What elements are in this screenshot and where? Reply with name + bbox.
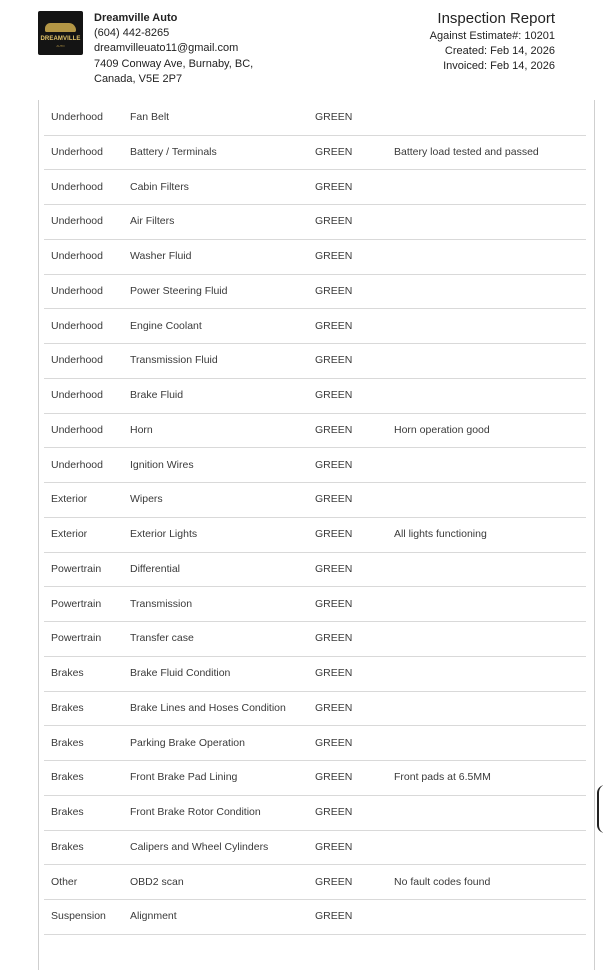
row-item: Ignition Wires (130, 458, 194, 471)
row-status: GREEN (315, 319, 353, 332)
row-item: Brake Fluid Condition (130, 667, 231, 679)
table-row (44, 309, 586, 345)
row-item: Engine Coolant (130, 319, 202, 332)
row-status: GREEN (315, 597, 353, 610)
row-item: Brake Lines and Hoses Condition (130, 701, 286, 714)
table-row (44, 656, 586, 692)
row-note: Battery load tested and passed (394, 145, 539, 158)
logo-subtext: AUTO (56, 44, 65, 48)
table-row (44, 517, 586, 553)
row-item: Parking Brake Operation (130, 736, 245, 749)
row-category: Underhood (51, 180, 103, 193)
table-row (44, 413, 586, 449)
table-row (44, 100, 586, 136)
invoiced-date: Invoiced: Feb 14, 2026 (443, 60, 555, 73)
row-item: Front Brake Rotor Condition (130, 806, 261, 818)
table-row (44, 204, 586, 240)
row-status: GREEN (315, 458, 353, 471)
row-status: GREEN (315, 667, 353, 679)
row-status: GREEN (315, 111, 353, 123)
row-status: GREEN (315, 284, 353, 297)
table-row (44, 587, 586, 623)
table-row (44, 691, 586, 727)
row-item: Transmission (130, 597, 193, 610)
row-status: GREEN (315, 250, 353, 262)
row-status: GREEN (315, 736, 353, 749)
row-status: GREEN (315, 771, 353, 784)
table-row (44, 760, 586, 796)
row-category: Exterior (51, 493, 88, 506)
company-phone: (604) 442-8265 (94, 27, 170, 40)
company-name: Dreamville Auto (94, 12, 178, 24)
row-note: Front pads at 6.5MM (394, 771, 491, 784)
report-title: Inspection Report (437, 10, 555, 27)
row-item: Battery / Terminals (130, 145, 217, 158)
row-status: GREEN (315, 354, 353, 367)
table-row (44, 552, 586, 588)
row-item: Calipers and Wheel Cylinders (130, 840, 269, 853)
logo-wordmark: DREAMVILLE (40, 36, 81, 42)
row-item: Horn (130, 423, 153, 436)
report-header (430, 9, 555, 75)
table-row (44, 482, 586, 518)
row-category: Underhood (51, 111, 103, 123)
row-item: Differential (130, 562, 180, 575)
table-row (44, 274, 586, 310)
row-category: Powertrain (51, 632, 102, 645)
row-status: GREEN (315, 562, 353, 575)
table-row (44, 621, 586, 657)
table-row (44, 795, 586, 831)
row-category: Powertrain (51, 597, 102, 610)
row-status: GREEN (315, 215, 353, 228)
estimate-number: Against Estimate#: 10201 (429, 30, 555, 42)
row-category: Underhood (51, 284, 103, 297)
row-item: Wipers (130, 493, 163, 506)
row-status: GREEN (315, 528, 353, 540)
row-category: Other (51, 875, 78, 888)
car-icon (45, 23, 76, 32)
row-category: Underhood (51, 458, 103, 471)
table-row (44, 830, 586, 866)
row-status: GREEN (315, 806, 353, 818)
row-note: No fault codes found (394, 875, 491, 888)
company-logo (38, 11, 83, 55)
row-category: Brakes (51, 771, 84, 784)
row-status: GREEN (315, 701, 353, 714)
row-item: Alignment (130, 910, 177, 923)
row-category: Powertrain (51, 562, 102, 575)
row-category: Exterior (51, 528, 88, 540)
row-item: Washer Fluid (130, 250, 192, 262)
row-item: Cabin Filters (130, 180, 189, 193)
row-category: Suspension (51, 910, 106, 923)
row-item: OBD2 scan (130, 875, 184, 888)
table-row (44, 378, 586, 414)
table-row (44, 135, 586, 171)
table-row (44, 343, 586, 379)
table-row (44, 865, 586, 901)
row-status: GREEN (315, 910, 353, 923)
company-address-line1: 7409 Conway Ave, Burnaby, BC, (94, 57, 254, 70)
row-category: Underhood (51, 250, 103, 262)
table-row (44, 448, 586, 484)
row-item: Transfer case (130, 632, 194, 645)
row-status: GREEN (315, 632, 353, 645)
row-item: Transmission Fluid (130, 354, 218, 367)
created-date: Created: Feb 14, 2026 (444, 45, 555, 58)
row-status: GREEN (315, 423, 353, 436)
row-status: GREEN (315, 875, 353, 888)
table-row (44, 726, 586, 762)
row-item: Power Steering Fluid (130, 284, 228, 297)
row-item: Air Filters (130, 215, 175, 228)
row-note: Horn operation good (394, 423, 490, 436)
company-info (94, 11, 253, 87)
row-category: Underhood (51, 145, 103, 158)
row-category: Underhood (51, 389, 103, 401)
row-status: GREEN (315, 389, 353, 401)
row-status: GREEN (315, 493, 353, 506)
row-status: GREEN (315, 180, 353, 193)
table-row (44, 899, 586, 935)
row-item: Exterior Lights (130, 528, 198, 540)
row-item: Front Brake Pad Lining (130, 771, 238, 784)
row-category: Underhood (51, 423, 103, 436)
row-category: Brakes (51, 736, 84, 749)
row-category: Underhood (51, 354, 103, 367)
row-status: GREEN (315, 840, 353, 853)
company-address-line2: Canada, V5E 2P7 (94, 72, 183, 85)
row-note: All lights functioning (394, 528, 487, 540)
row-category: Brakes (51, 840, 84, 853)
row-category: Brakes (51, 806, 84, 818)
row-category: Brakes (51, 701, 84, 714)
company-email: dreamvilleuato11@gmail.com (94, 42, 239, 55)
row-category: Underhood (51, 215, 103, 228)
row-item: Brake Fluid (130, 389, 184, 401)
table-row (44, 239, 586, 275)
table-row (44, 170, 586, 206)
row-status: GREEN (315, 145, 353, 158)
row-category: Brakes (51, 667, 84, 679)
scroll-edge (597, 785, 603, 833)
row-item: Fan Belt (130, 111, 170, 123)
row-category: Underhood (51, 319, 103, 332)
